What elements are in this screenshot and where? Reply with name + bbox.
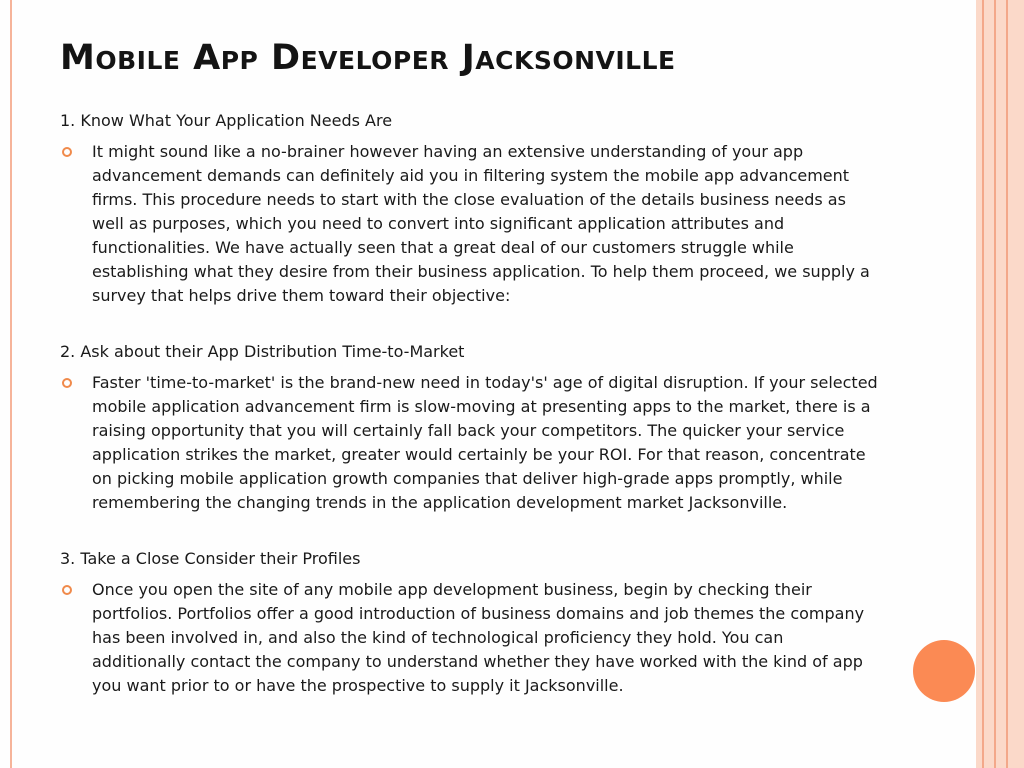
circle-bullet-icon <box>62 147 72 157</box>
section-1 <box>60 110 880 308</box>
circle-bullet-icon <box>62 585 72 595</box>
band-stripe <box>1006 0 1008 768</box>
slide-content <box>60 110 880 731</box>
bullet-point <box>60 578 880 698</box>
right-decorative-band <box>976 0 1024 768</box>
bullet-point <box>60 371 880 515</box>
decorative-circle <box>913 640 975 702</box>
section-heading: 2. Ask about their App Distribution Time-to-Market <box>60 342 465 361</box>
bullet-text: It might sound like a no-brainer however having an extensive understanding of your app advancement demands can definitely aid you in filtering system the mobile app advancement firms. This procedure needs to start with the close evaluation of the details business needs as well as purposes, which you need to convert into significant application attributes and functionalities. We have actually seen that a great deal of our customers struggle while establishing what they desire from their business application. To help them proceed, we supply a survey that helps drive them toward their objective: <box>92 142 870 305</box>
section-3 <box>60 548 880 698</box>
slide-title: Mobile App Developer Jacksonville <box>60 38 676 78</box>
section-2 <box>60 341 880 515</box>
bullet-text: Once you open the site of any mobile app development business, begin by checking their portfolios. Portfolios offer a good introduction of business domains and job themes the company has been involved in, and also the kind of technological proficiency they hold. You can additionally contact the company to understand whether they have worked with the kind of app you want prior to or have the prospective to supply it Jacksonville. <box>92 580 865 695</box>
section-heading: 3. Take a Close Consider their Profiles <box>60 549 361 568</box>
bullet-point <box>60 140 880 308</box>
band-stripe <box>994 0 996 768</box>
circle-bullet-icon <box>62 378 72 388</box>
bullet-text: Faster 'time-to-market' is the brand-new need in today's' age of digital disruption. If your selected mobile application advancement firm is slow-moving at presenting apps to the market, there is a raising opportunity that you will certainly fall back your competitors. The quicker your service application strikes the market, greater would certainly be your ROI. For that reason, concentrate on picking mobile application growth companies that deliver high-grade apps promptly, while remembering the changing trends in the application development market Jacksonville. <box>92 373 878 512</box>
band-stripe <box>982 0 984 768</box>
left-border-line <box>10 0 12 768</box>
section-heading: 1. Know What Your Application Needs Are <box>60 111 393 130</box>
